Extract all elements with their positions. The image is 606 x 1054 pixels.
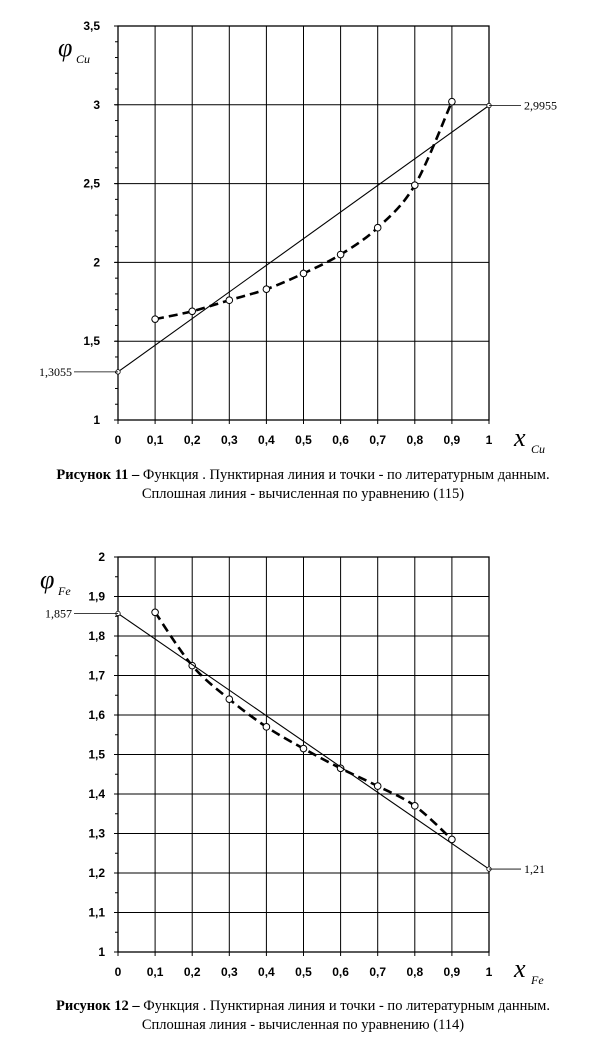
- c1-x-tick-label-1: 0,1: [146, 433, 164, 447]
- c1-x-tick-label-5: 0,5: [295, 433, 312, 447]
- c2-x-tick-label-2: 0,2: [183, 965, 201, 979]
- c2-y-tick-label-1: 1,1: [88, 905, 105, 920]
- c2-data-point-6: [374, 783, 381, 790]
- c1-x-tick-label-8: 0,8: [406, 433, 424, 447]
- c2-y-axis-subscript: Fe: [58, 584, 71, 598]
- c1-data-point-6: [374, 224, 381, 231]
- c1-y-axis-symbol: φ: [58, 33, 73, 62]
- caption-figure-11: [0, 466, 606, 504]
- c2-y-tick-label-7: 1,7: [88, 668, 105, 683]
- c1-data-point-2: [226, 297, 233, 304]
- c1-x-tick-label-4: 0,4: [258, 433, 275, 447]
- caption-12-line1: Функция . Пунктирная линия и точки - по литературным данным.: [139, 998, 550, 1014]
- c1-y-tick-label-2: 2: [93, 255, 100, 270]
- c2-y-tick-label-3: 1,3: [88, 826, 105, 841]
- c1-data-point-8: [449, 98, 456, 105]
- c1-y-axis-subscript: Cu: [76, 52, 91, 66]
- c1-data-point-5: [337, 251, 344, 258]
- c2-y-tick-label-4: 1,4: [88, 787, 105, 801]
- c1-x-tick-label-7: 0,7: [369, 433, 387, 447]
- c2-y-tick-label-0: 1: [98, 945, 105, 959]
- c1-data-point-0: [152, 316, 159, 323]
- caption-11-line2: Сплошная линия - вычисленная по уравнению (115): [141, 486, 465, 502]
- c1-data-point-3: [263, 286, 270, 293]
- c2-x-tick-label-4: 0,4: [258, 965, 275, 979]
- c1-annotation-label-0: 1,3055: [39, 364, 72, 379]
- c2-x-tick-label-9: 0,9: [443, 965, 461, 979]
- caption-11-line1: Функция . Пунктирная линия и точки - по литературным данным.: [139, 467, 550, 483]
- caption-12-bold: Рисунок 12 –: [56, 998, 140, 1014]
- c1-y-tick-label-3: 2,5: [83, 176, 100, 191]
- c2-x-tick-label-1: 0,1: [146, 965, 164, 979]
- c1-x-tick-label-2: 0,2: [183, 433, 201, 447]
- c2-y-tick-label-10: 2: [98, 550, 105, 564]
- c2-y-tick-label-6: 1,6: [88, 708, 105, 722]
- c2-x-tick-label-0: 0: [114, 965, 122, 979]
- c2-y-axis-symbol: φ: [40, 565, 55, 594]
- c1-x-axis-symbol: x: [514, 423, 526, 452]
- c2-x-tick-label-8: 0,8: [406, 965, 424, 979]
- c1-x-tick-label-9: 0,9: [443, 433, 461, 447]
- caption-11-bold: Рисунок 11 –: [56, 467, 140, 483]
- c1-x-tick-label-10: 1: [485, 433, 493, 447]
- c2-data-point-0: [152, 609, 159, 616]
- c2-data-point-4: [300, 745, 307, 752]
- c2-x-tick-label-10: 1: [485, 965, 493, 979]
- caption-12-line2: Сплошная линия - вычисленная по уравнению (114): [141, 1017, 465, 1033]
- c1-x-tick-label-6: 0,6: [332, 433, 349, 447]
- c1-y-tick-label-1: 1,5: [83, 334, 100, 349]
- c1-x-tick-label-0: 0: [114, 433, 122, 447]
- c1-data-point-4: [300, 270, 307, 277]
- c1-y-tick-label-5: 3,5: [83, 19, 100, 33]
- c1-x-tick-label-3: 0,3: [220, 433, 238, 447]
- c1-y-tick-label-4: 3: [93, 97, 100, 112]
- c1-annotation-label-1: 2,9955: [524, 98, 557, 113]
- c2-x-tick-label-6: 0,6: [332, 965, 349, 979]
- c2-data-point-3: [263, 724, 270, 731]
- c2-x-tick-label-7: 0,7: [369, 965, 387, 979]
- c2-annotation-label-1: 1,21: [524, 862, 545, 877]
- c2-annotation-label-0: 1,857: [45, 606, 72, 621]
- c2-x-axis-subscript: Fe: [531, 973, 544, 987]
- c1-x-axis-subscript: Cu: [531, 442, 546, 456]
- c2-y-tick-label-5: 1,5: [88, 747, 105, 762]
- c2-x-axis-symbol: x: [514, 954, 526, 983]
- c2-y-tick-label-2: 1,2: [88, 866, 105, 880]
- c1-y-tick-label-0: 1: [93, 413, 100, 427]
- c2-data-point-7: [412, 803, 419, 810]
- c2-x-tick-label-3: 0,3: [220, 965, 238, 979]
- c2-y-tick-label-8: 1,8: [88, 629, 105, 643]
- caption-figure-12: [0, 997, 606, 1035]
- c2-data-point-2: [226, 696, 233, 703]
- c2-x-tick-label-5: 0,5: [295, 965, 312, 979]
- c1-data-point-7: [412, 182, 419, 189]
- c2-y-tick-label-9: 1,9: [88, 589, 105, 604]
- c1-data-point-1: [189, 308, 196, 315]
